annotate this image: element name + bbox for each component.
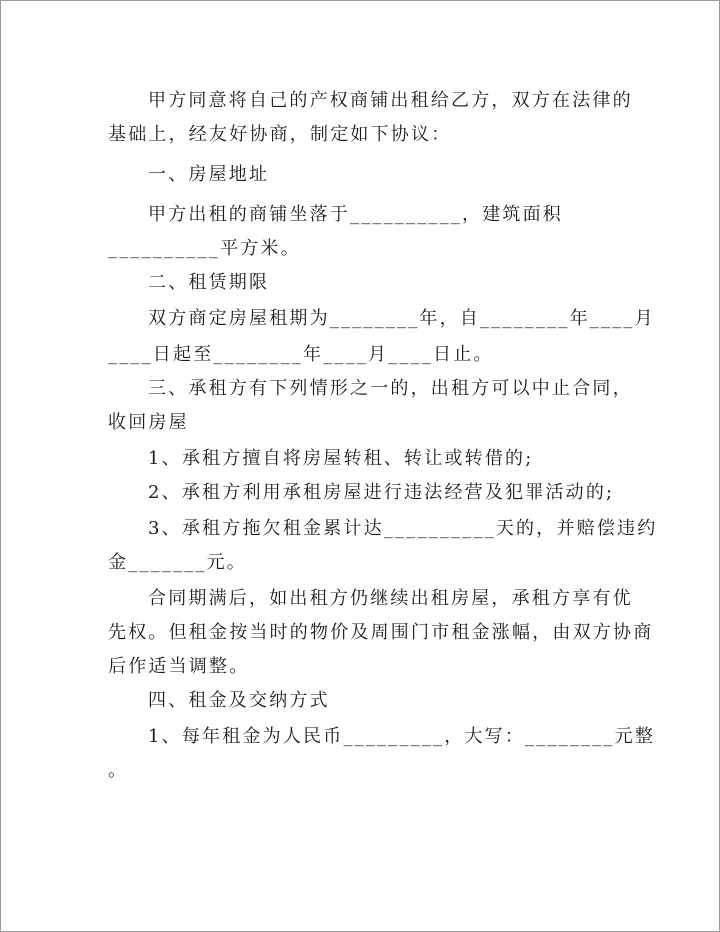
paragraph-renewal-line-1: 合同期满后，如出租方仍继续出租房屋，承租方享有优 — [148, 588, 633, 609]
section-heading-address: 一、房屋地址 — [148, 164, 270, 185]
clause-item-2: 2、承租方利用承租房屋进行违法经营及犯罪活动的; — [148, 482, 615, 503]
paragraph-term-line-1: 双方商定房屋租期为________年，自________年____月 — [148, 308, 655, 329]
paragraph-address-line-1: 甲方出租的商铺坐落于__________，建筑面积 — [148, 204, 563, 225]
clause-item-3-line-1: 3、承租方拖欠租金累计达__________天的，并赔偿违约 — [148, 518, 658, 539]
paragraph-address-line-2: __________平方米。 — [108, 238, 301, 259]
section-heading-termination-cont: 收回房屋 — [108, 412, 189, 433]
paragraph-intro-line-2: 基础上，经友好协商，制定如下协议： — [108, 124, 452, 145]
paragraph-intro-line-1: 甲方同意将自己的产权商铺出租给乙方，双方在法律的 — [148, 90, 633, 111]
paragraph-renewal-line-3: 后作适当调整。 — [108, 656, 250, 677]
paragraph-term-line-2: ____日起至________年____月____日止。 — [108, 344, 494, 365]
rent-item-1-line-1: 1、每年租金为人民币_________，大写：________元整 — [148, 726, 656, 747]
section-heading-lease-term: 二、租赁期限 — [148, 272, 270, 293]
clause-item-1: 1、承租方擅自将房屋转租、转让或转借的; — [148, 448, 534, 469]
rent-item-1-line-2: 。 — [108, 760, 129, 781]
clause-item-3-line-2: 金_______元。 — [108, 552, 247, 573]
section-heading-rent: 四、租金及交纳方式 — [148, 690, 330, 711]
paragraph-renewal-line-2: 先权。但租金按当时的物价及周围门市租金涨幅，由双方协商 — [108, 622, 654, 643]
section-heading-termination: 三、承租方有下列情形之一的，出租方可以中止合同， — [148, 378, 633, 399]
